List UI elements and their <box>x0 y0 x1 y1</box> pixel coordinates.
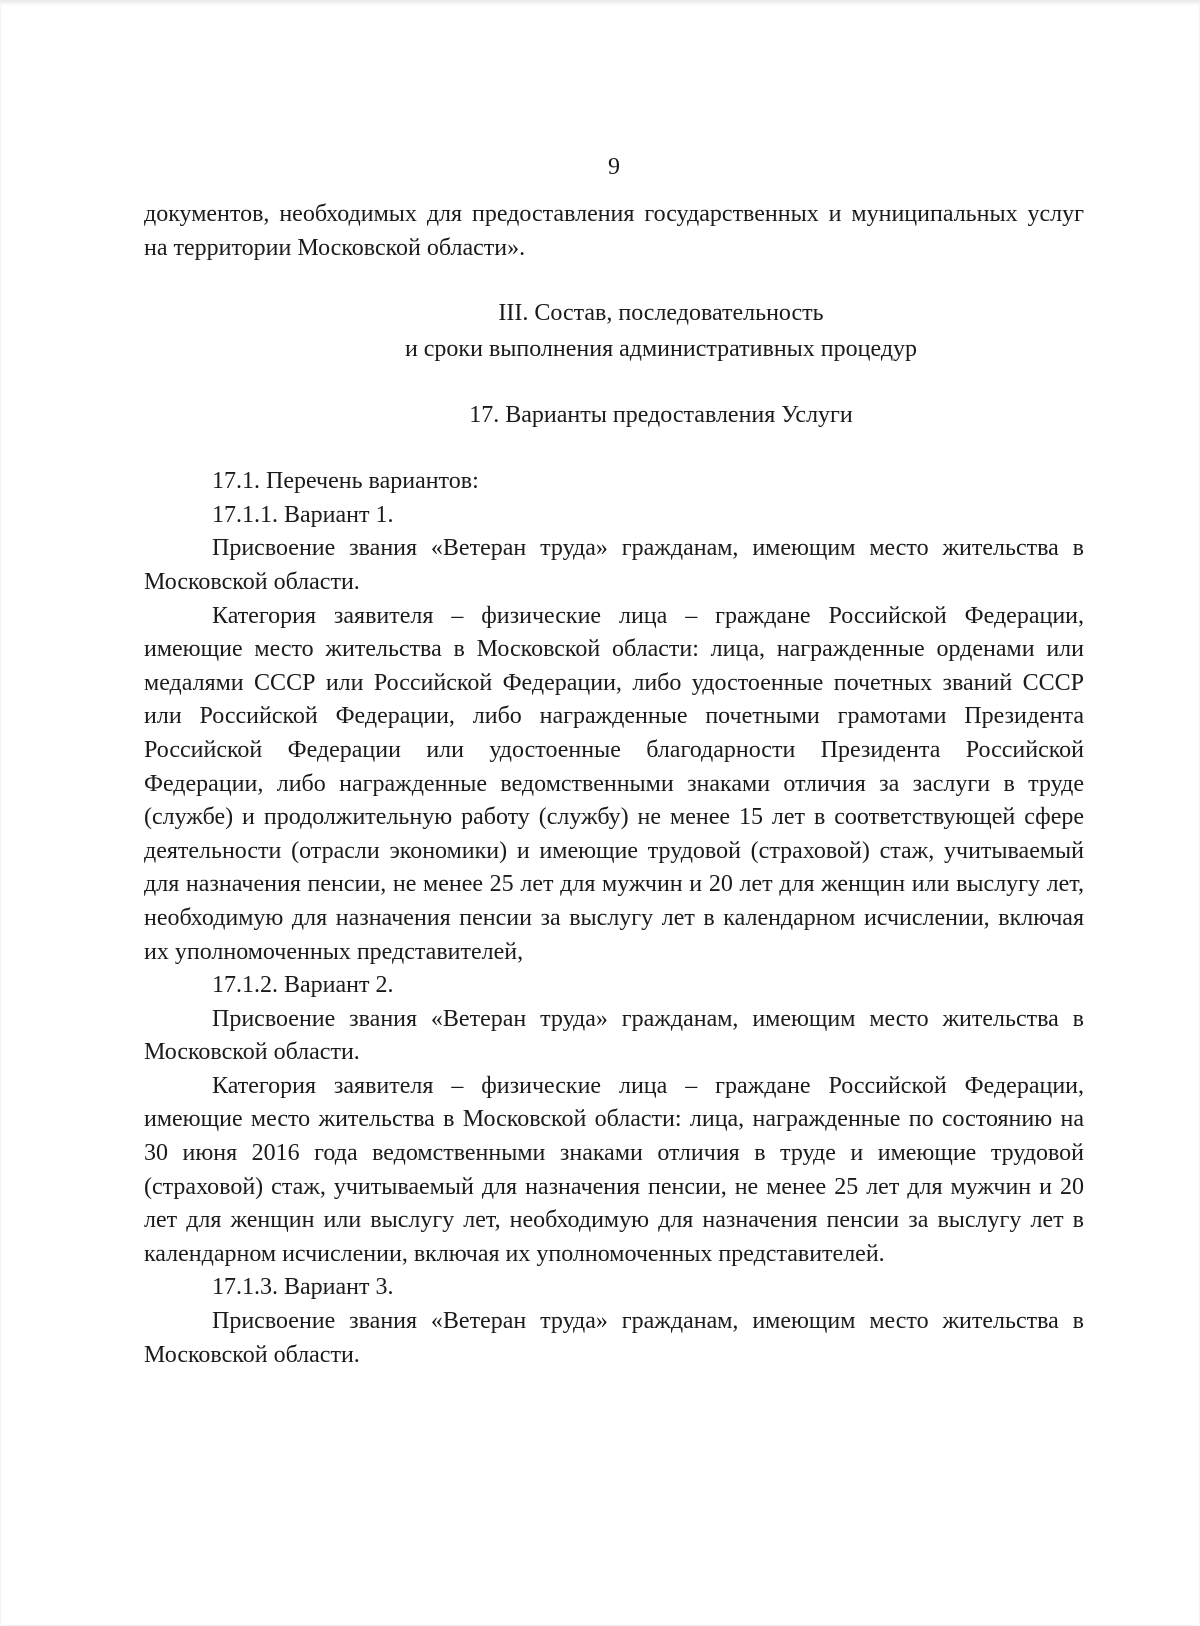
scan-top-edge <box>0 0 1200 6</box>
paragraph-variant-1-heading: 17.1.1. Вариант 1. <box>212 501 394 528</box>
section-heading-line-1: III. Состав, последовательность <box>498 300 824 327</box>
paragraph-variant-1-title: Присвоение звания «Ветеран труда» гражданам, имеющим место жительства в Московской области. <box>144 535 1084 595</box>
paragraph-variant-2-category: Категория заявителя – физические лица – граждане Российской Федерации, имеющие место жительства в Московской области: лица, награжденные по состоянию на 30 июня 2016 года ведомственными знаками отличия в труде и имеющие трудовой (страховой) стаж, учитываемый для назначения пенсии, не менее 25 лет для мужчин и 20 лет для женщин или выслугу лет, необходимую для назначения пенсии за выслугу лет в календарном исчислении, включая их уполномоченных представителей. <box>144 1072 1084 1267</box>
page-number: 9 <box>608 154 620 180</box>
document-content <box>144 150 1084 1372</box>
section-heading <box>144 295 1084 367</box>
continuation-paragraph: документов, необходимых для предоставления государственных и муниципальных услуг на территории Московской области». <box>144 201 1084 261</box>
paragraph-list-of-variants: 17.1. Перечень вариантов: <box>212 468 479 495</box>
paragraph-variant-2-heading: 17.1.2. Вариант 2. <box>212 972 394 999</box>
paragraph-variant-3-title: Присвоение звания «Ветеран труда» гражданам, имеющим место жительства в Московской области. <box>144 1308 1084 1368</box>
paragraph-variant-3-heading: 17.1.3. Вариант 3. <box>212 1274 394 1301</box>
paragraph-variant-1-category: Категория заявителя – физические лица – граждане Российской Федерации, имеющие место жительства в Московской области: лица, награжденные орденами или медалями СССР или Российской Федерации, либо удостоенные почетных званий СССР или Российской Федерации, либо награжденные почетными грамотами Президента Российской Федерации или удостоенные благодарности Президента Российской Федерации, либо награжденные ведомственными знаками отличия за заслуги в труде (службе) и продолжительную работу (службу) не менее 15 лет в соответствующей сфере деятельности (отрасли экономики) и имеющие трудовой (страховой) стаж, учитываемый для назначения пенсии, не менее 25 лет для мужчин и 20 лет для женщин или выслугу лет, необходимую для назначения пенсии за выслугу лет в календарном исчислении, включая их уполномоченных представителей, <box>144 602 1084 965</box>
paragraph-variant-2-title: Присвоение звания «Ветеран труда» гражданам, имеющим место жительства в Московской области. <box>144 1005 1084 1066</box>
subsection-heading: 17. Варианты предоставления Услуги <box>469 402 853 429</box>
section-heading-line-2: и сроки выполнения административных процедур <box>404 336 918 363</box>
